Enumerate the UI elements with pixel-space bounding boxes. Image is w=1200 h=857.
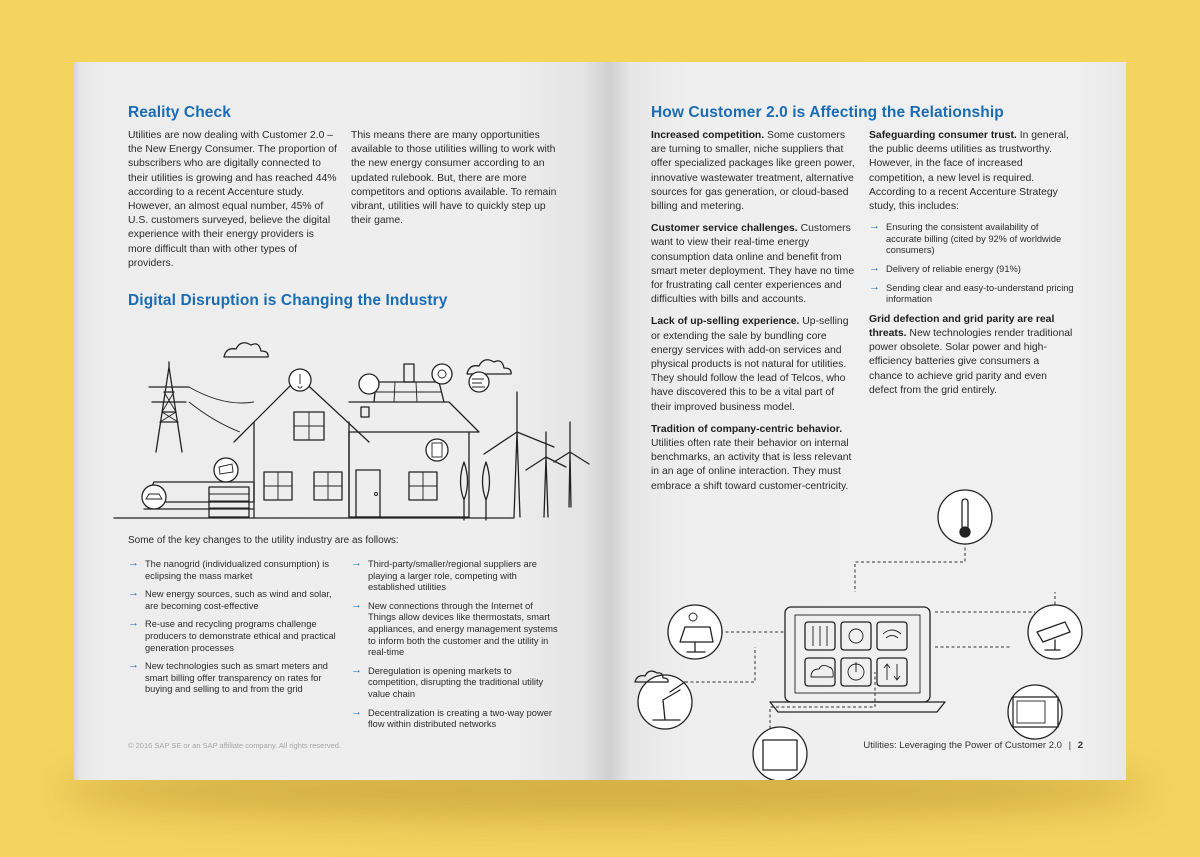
key-changes-list-col1	[128, 559, 338, 703]
arrow-right-icon: →	[128, 659, 139, 672]
list-item: → New technologies such as smart meters and smart billing offer transparency on rates for buying and selling to and from the grid	[128, 659, 328, 695]
right-col1	[651, 129, 856, 502]
arrow-right-icon: →	[128, 587, 139, 600]
arrow-right-icon: →	[351, 598, 362, 611]
footer-title: Utilities: Leveraging the Power of Customer 2.0	[863, 740, 1062, 751]
copyright-footer: © 2016 SAP SE or an SAP affiliate company. All rights reserved.	[128, 741, 342, 750]
sun-icon	[432, 364, 452, 384]
reality-check-col1: Utilities are now dealing with Customer 2.0 – the New Energy Consumer. The proportion of subscribers who are digitally connected to their utilities is growing and has reached 44% according to a recent Accenture study. However, an almost equal number, 45% of U.S. customers surveyed, believe the digital experience with their energy providers is more difficult than with other types of providers.	[128, 130, 337, 269]
list-item: → Delivery of reliable energy (91%)	[869, 262, 1021, 274]
arrow-right-icon: →	[869, 280, 880, 293]
paragraph-grid-defection: Grid defection and grid parity are real threats. New technologies render traditional power obsolete. Solar power and high-efficiency batteries give consumers a chance to achieve grid parity and even defect from the grid entirely.	[869, 313, 1073, 396]
wind-turbine-icon	[484, 392, 589, 517]
list-item: → New connections through the Internet of Things allow devices like thermostats, smart appliances, and energy management systems to inform both the customer and the utility in real-time	[351, 598, 558, 658]
footer-separator: |	[1068, 740, 1072, 751]
chimney-icon	[359, 374, 379, 394]
wifi-tile-icon	[877, 622, 907, 650]
smart-house-illustration	[114, 322, 584, 522]
cloud-icon	[224, 343, 268, 357]
connected-devices-illustration	[625, 472, 1105, 722]
arrow-right-icon: →	[351, 705, 362, 718]
arrow-right-icon: →	[128, 557, 139, 569]
security-camera-icon	[214, 458, 238, 482]
laptop-icon	[770, 607, 945, 712]
gears-tile-icon	[841, 622, 871, 650]
paragraph-customer-service: Customer service challenges. Customers want to view their real-time energy consumption data online and benefit from smart meter deployment. They have no time for frustrating call center experiences and difficulties with bills and accounts.	[651, 223, 855, 306]
page-footer	[863, 740, 1083, 751]
microwave-icon	[1008, 685, 1062, 739]
list-item: → The nanogrid (individualized consumption) is eclipsing the mass market	[128, 557, 329, 581]
digital-disruption-heading: Digital Disruption is Changing the Industry	[128, 292, 448, 309]
list-item: → Sending clear and easy-to-understand pricing information	[869, 280, 1074, 305]
paragraph-increased-competition: Increased competition. Some customers are turning to smaller, niche suppliers that offer specialized packages like green power, innovative wastewater treatment, alternative sources for gas generation, or cloud-based billing and metering.	[651, 130, 855, 213]
power-pylon-icon	[149, 362, 189, 452]
tree-icon	[461, 462, 490, 520]
cloud-tile-icon	[805, 658, 835, 686]
arrow-right-icon: →	[869, 220, 880, 233]
left-page	[74, 62, 610, 780]
paragraph-up-selling: Lack of up-selling experience. Up-selling or extending the sale by bundling core energy services with add-on services and physical products is not natural for utilities. They should follow the lead of Telcos, who have discovered this to be a vital part of their improved business model.	[651, 316, 849, 413]
list-item: → Decentralization is creating a two-way power flow within distributed networks	[351, 705, 552, 730]
right-col2	[869, 129, 1074, 406]
electric-car-icon	[142, 485, 166, 509]
cloud-icon	[467, 360, 511, 374]
list-item: → New energy sources, such as wind and solar, are becoming cost-effective	[128, 587, 332, 611]
arrow-right-icon: →	[351, 557, 362, 569]
list-item: → Ensuring the consistent availability of accurate billing (cited by 92% of worldwide consumers)	[869, 220, 1062, 256]
arrow-right-icon: →	[128, 617, 139, 630]
customer-relationship-heading: How Customer 2.0 is Affecting the Relationship	[651, 104, 1004, 121]
paragraph-consumer-trust: Safeguarding consumer trust. In general, the public deems utilities as trustworthy. However, in the face of increased competition, a new level is required. According to a recent Accenture Strategy study, this includes:	[869, 130, 1069, 213]
key-changes-intro: Some of the key changes to the utility industry are as follows:	[128, 535, 399, 546]
reality-check-col2: This means there are many opportunities available to those utilities willing to work with the new energy consumer according to an updated rulebook. But, there are more competitors and options available. To remain vibrant, utilities will have to quickly step up their game.	[351, 130, 557, 227]
security-camera-icon	[1028, 605, 1082, 659]
list-item: → Re-use and recycling programs challenge producers to demonstrate ethical and practical generation processes	[128, 617, 336, 653]
stove-icon	[753, 727, 807, 780]
arrow-right-icon: →	[869, 262, 880, 274]
up-down-arrows-tile-icon	[877, 658, 907, 686]
wind-icon	[469, 372, 489, 392]
key-changes-list-col2	[351, 559, 561, 738]
page-number: 2	[1077, 740, 1083, 751]
reality-check-heading: Reality Check	[128, 104, 231, 121]
consumer-trust-list	[869, 222, 1074, 306]
right-page	[610, 62, 1126, 780]
paragraph-company-centric: Tradition of company-centric behavior. Utilities often rate their behavior on internal benchmarks, an activity that is less relevant in an age of online interaction. They must embrace a shift toward customer-centricity.	[651, 423, 852, 492]
list-item: → Deregulation is opening markets to competition, disrupting the traditional utility value chain	[351, 663, 544, 699]
list-item: → Third-party/smaller/regional suppliers are playing a larger role, competing with established utilities	[351, 557, 537, 593]
arrow-right-icon: →	[351, 663, 362, 676]
smart-meter-icon	[426, 439, 448, 461]
